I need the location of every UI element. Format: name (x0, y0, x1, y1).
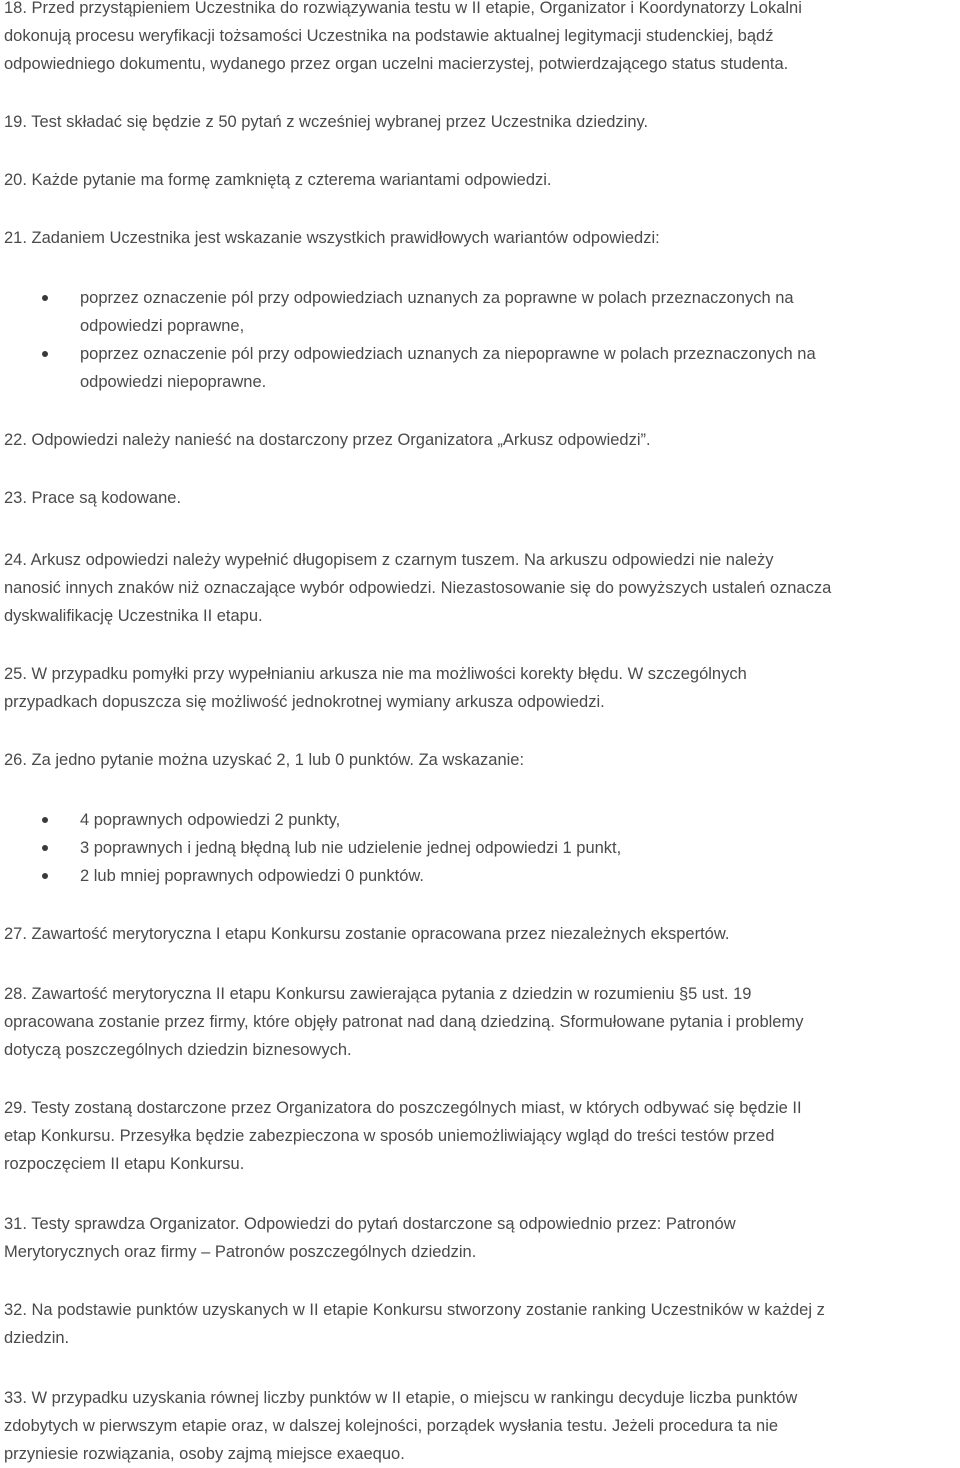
paragraph-24 (4, 546, 954, 630)
bullet-icon (42, 351, 48, 357)
paragraph-33 (4, 1384, 954, 1468)
text-line: 26. Za jedno pytanie można uzyskać 2, 1 lub 0 punktów. Za wskazanie: (4, 751, 525, 769)
text-line: opracowana zostanie przez firmy, które objęły patronat nad daną dziedziną. Sformułowane pytania i problemy (4, 1013, 804, 1031)
text-line: przypadkach dopuszcza się możliwość jednokrotnej wymiany arkusza odpowiedzi. (4, 693, 605, 711)
text-line: zdobytych w pierwszym etapie oraz, w dalszej kolejności, porządek wysłania testu. Jeżeli procedura ta nie (4, 1417, 779, 1435)
text-line: Merytorycznych oraz firmy – Patronów poszczególnych dziedzin. (4, 1243, 477, 1261)
bullet-icon (42, 295, 48, 301)
paragraph-28 (4, 980, 954, 1064)
text-line: 29. Testy zostaną dostarczone przez Organizatora do poszczególnych miast, w których odbywać się będzie II (4, 1099, 802, 1117)
text-line: odpowiedniego dokumentu, wydanego przez organ uczelni macierzystej, potwierdzającego status studenta. (4, 55, 789, 73)
bullet-icon (42, 817, 48, 823)
text-line: 21. Zadaniem Uczestnika jest wskazanie wszystkich prawidłowych wariantów odpowiedzi: (4, 229, 660, 247)
paragraph-23 (4, 484, 954, 512)
text-line: 24. Arkusz odpowiedzi należy wypełnić długopisem z czarnym tuszem. Na arkuszu odpowiedzi nie należy (4, 551, 774, 569)
text-line: poprzez oznaczenie pól przy odpowiedziach uznanych za poprawne w polach przeznaczonych na (80, 289, 794, 307)
text-line: 32. Na podstawie punktów uzyskanych w II etapie Konkursu stworzony zostanie ranking Uczestników w każdej z (4, 1301, 825, 1319)
list-item (4, 806, 954, 834)
text-line: dokonują procesu weryfikacji tożsamości Uczestnika na podstawie aktualnej legitymacji studenckiej, bądź (4, 27, 774, 45)
paragraph-29 (4, 1094, 954, 1178)
text-line: odpowiedzi poprawne, (80, 317, 245, 335)
text-line: poprzez oznaczenie pól przy odpowiedziach uznanych za niepoprawne w polach przeznaczonych na (80, 345, 816, 363)
text-line: 4 poprawnych odpowiedzi 2 punkty, (80, 811, 341, 829)
text-line: 27. Zawartość merytoryczna I etapu Konkursu zostanie opracowana przez niezależnych ekspertów. (4, 925, 730, 943)
paragraph-21 (4, 224, 954, 252)
text-line: dyskwalifikację Uczestnika II etapu. (4, 607, 263, 625)
list-item (4, 834, 954, 862)
text-line: 33. W przypadku uzyskania równej liczby punktów w II etapie, o miejscu w rankingu decyduje liczba punktów (4, 1389, 798, 1407)
paragraph-22 (4, 426, 954, 454)
paragraph-32 (4, 1296, 954, 1352)
paragraph-27 (4, 920, 954, 948)
paragraph-31 (4, 1210, 954, 1266)
text-line: dziedzin. (4, 1329, 70, 1347)
list-item (4, 284, 954, 340)
bullet-icon (42, 873, 48, 879)
paragraph-18 (4, 0, 954, 78)
text-line: 23. Prace są kodowane. (4, 489, 182, 507)
text-line: 3 poprawnych i jedną błędną lub nie udzielenie jednej odpowiedzi 1 punkt, (80, 839, 622, 857)
text-line: 19. Test składać się będzie z 50 pytań z wcześniej wybranej przez Uczestnika dziedziny. (4, 113, 649, 131)
text-line: 31. Testy sprawdza Organizator. Odpowiedzi do pytań dostarczone są odpowiednio przez: Patronów (4, 1215, 736, 1233)
text-line: 2 lub mniej poprawnych odpowiedzi 0 punktów. (80, 867, 424, 885)
text-line: 28. Zawartość merytoryczna II etapu Konkursu zawierająca pytania z dziedzin w rozumieniu §5 ust. 19 (4, 985, 752, 1003)
paragraph-19 (4, 108, 954, 136)
list-item (4, 862, 954, 890)
text-line: odpowiedzi niepoprawne. (80, 373, 267, 391)
paragraph-20 (4, 166, 954, 194)
text-line: 18. Przed przystąpieniem Uczestnika do rozwiązywania testu w II etapie, Organizator i Koordynatorzy Lokalni (4, 0, 802, 17)
text-line: przyniesie rozwiązania, osoby zajmą miejsce exaequo. (4, 1445, 405, 1463)
text-line: rozpoczęciem II etapu Konkursu. (4, 1155, 245, 1173)
text-line: etap Konkursu. Przesyłka będzie zabezpieczona w sposób uniemożliwiający wgląd do treści testów przed (4, 1127, 775, 1145)
bullet-icon (42, 845, 48, 851)
text-line: dotyczą poszczególnych dziedzin biznesowych. (4, 1041, 352, 1059)
paragraph-26 (4, 746, 954, 774)
list-item (4, 340, 954, 396)
text-line: nanosić innych znaków niż oznaczające wybór odpowiedzi. Niezastosowanie się do powyższych ustaleń oznacza (4, 579, 832, 597)
answer-marking-list (4, 284, 954, 396)
scoring-list (4, 806, 954, 890)
text-line: 25. W przypadku pomyłki przy wypełnianiu arkusza nie ma możliwości korekty błędu. W szczególnych (4, 665, 747, 683)
paragraph-25 (4, 660, 954, 716)
text-line: 22. Odpowiedzi należy nanieść na dostarczony przez Organizatora „Arkusz odpowiedzi”. (4, 431, 651, 449)
text-line: 20. Każde pytanie ma formę zamkniętą z czterema wariantami odpowiedzi. (4, 171, 552, 189)
